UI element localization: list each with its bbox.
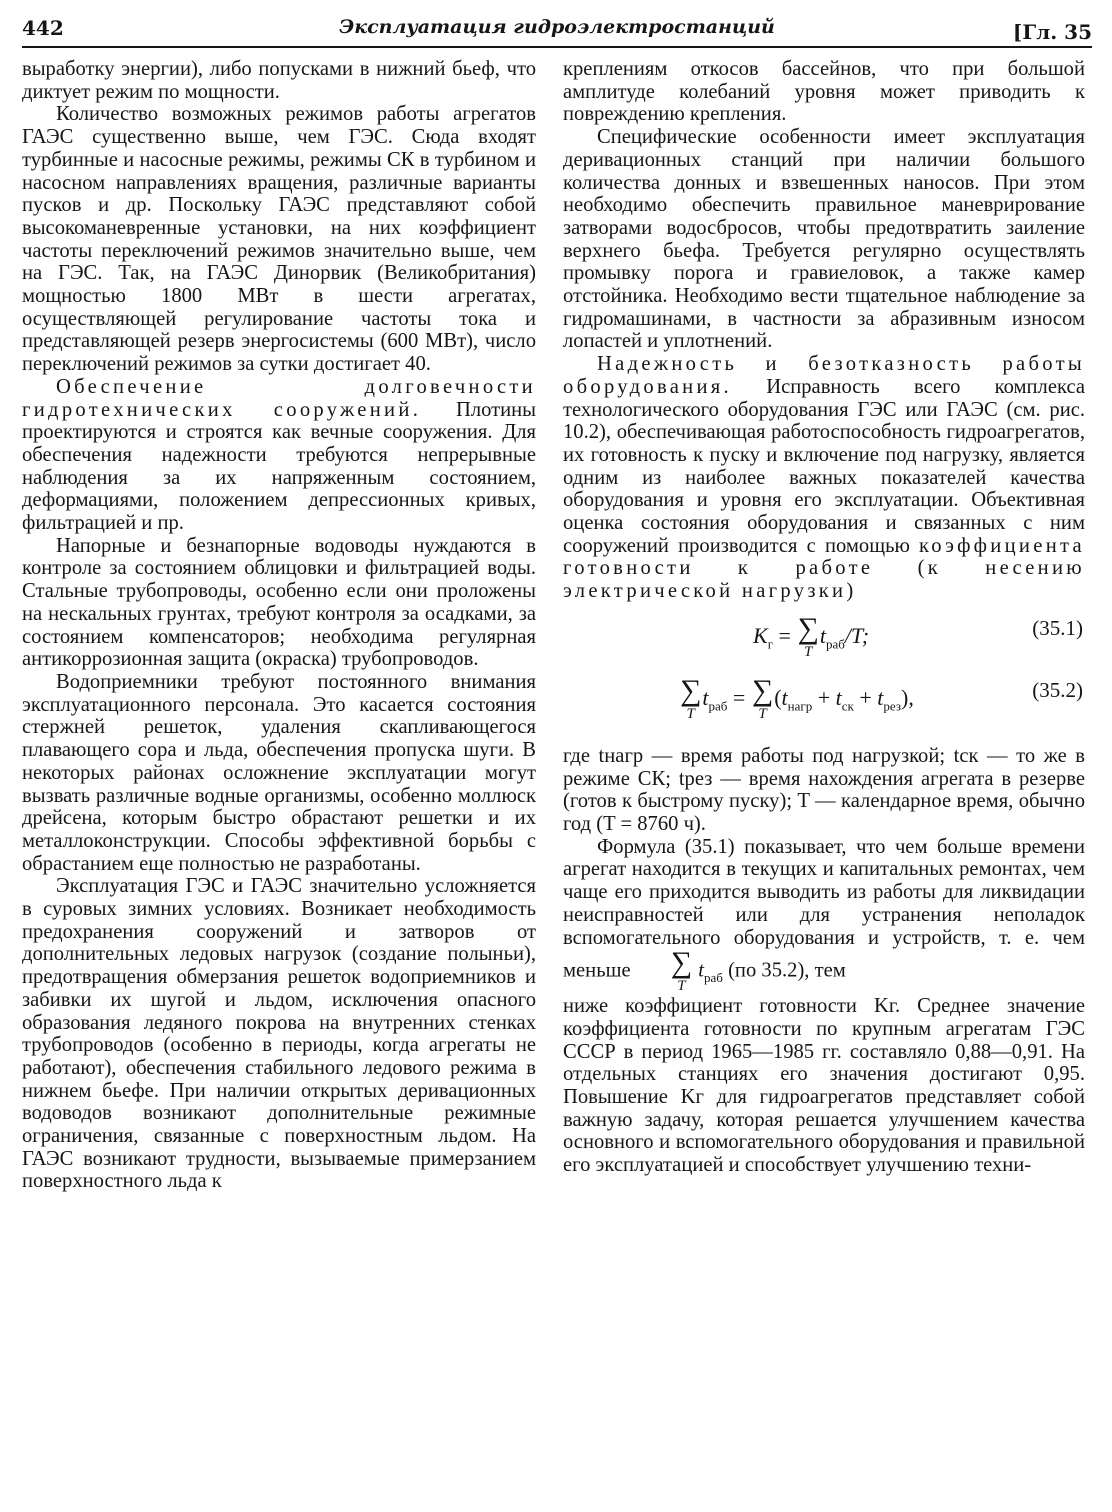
symbol: K xyxy=(753,622,768,648)
chapter-label: [Гл. 35 xyxy=(1012,20,1092,44)
paragraph-text: (по 35.2), тем xyxy=(728,959,846,982)
paragraph: Напорные и безнапорные водоводы нуждаются в контроле за состоянием облицовки и фильтрацией воды. Стальные трубопроводы, особенно если они проложены на нескальных грунтах, требуют контроля за осадками, за состоянием компенсаторов; необходима регулярная антикоррозионная защита (окраска) трубопроводов. xyxy=(22,534,536,671)
right-column xyxy=(563,58,1085,1177)
operator: + xyxy=(817,684,831,710)
formula-number: (35.1) xyxy=(1032,615,1083,640)
page-header xyxy=(22,16,1092,48)
paragraph: ниже коэффициент готовности Kг. Среднее значение коэффициента готовности по крупным агрегатам ГЭС СССР в период 1965—1985 гг. составляло 0,88—0,91. На отдельных станциях его значения достигают 0,95. Повышение Kг для гидроагрегатов представляет собой важную задачу, которая решается улучшением качества основного и вспомогательного оборудования и правильной его эксплуатацией и способствует улучшению техни- xyxy=(563,995,1085,1177)
spaced-term: коэффициента готовности к работе (к несению электрической нагрузки) xyxy=(563,534,1085,603)
spaced-heading: Обеспечение долговечности гидротехнических сооружений. xyxy=(22,375,536,421)
sum-index: T xyxy=(686,705,695,722)
symbol: t xyxy=(698,959,705,982)
paragraph: Специфические особенности имеет эксплуатация деривационных станций при наличии большого количества донных и взвешенных наносов. При этом необходимо обеспечить правильное маневрирование затворами водосбросов, чтобы предотвратить заиление верхнего бьефа. Требуется регулярно осуществлять промывку порога и гравиеловок, а также камер отстойника. Необходимо вести тщательное наблюдение за гидромашинами, в частности за абразивным износом лопастей и уплотнений. xyxy=(563,126,1085,353)
paragraph: выработку энергии), либо попусками в нижний бьеф, что диктует режим по мощности. xyxy=(22,58,536,103)
running-title: Эксплуатация гидроэлектростанций xyxy=(339,16,775,38)
subscript: раб xyxy=(708,698,728,714)
formula-expression xyxy=(753,611,870,661)
paragraph: Водоприемники требуют постоянного внимания эксплуатационного персонала. Это касается состояния стержней решеток, удаления скапливающегося плавающего сора и льда, обеспечения пропуска шуги. В некоторых районах осложнение эксплуатации могут вызвать различные водные организмы, особенно моллюск дрейсена, которым быстро обрастают решетки и их металлоконструкции. Способы эффективной борьбы с обрастанием еще полностью не разработаны. xyxy=(22,670,536,875)
symbol: /T; xyxy=(844,622,870,648)
paren: ), xyxy=(901,684,914,710)
page-number: 442 xyxy=(22,16,64,40)
paragraph: Количество возможных режимов работы агрегатов ГАЭС существенно выше, чем ГЭС. Сюда входят турбинные и насосные режимы, режимы СК в турбином и насосном направлениях вращения, различные варианты пусков и др. Поскольку ГАЭС представляют собой высокоманевренные установки, на них коэффициент частоты переключений режимов значительно выше, чем на ГЭС. Так, на ГАЭС Динорвик (Великобритания) мощностью 1800 МВт в шести агрегатах, осуществляющей регулирование частоты тока и представляющей резерв энергосистемы (600 МВт), число переключений режимов за сутки достигает 40. xyxy=(22,103,536,376)
symbol: t xyxy=(781,684,788,710)
sum-index: T xyxy=(677,978,686,995)
formula-number: (35.2) xyxy=(1032,677,1083,702)
sum-sign: ∑ T xyxy=(680,673,702,722)
formula-35-1 xyxy=(563,611,1085,669)
paragraph-text: Исправность всего комплекса технологического оборудования ГЭС или ГАЭС (см. рис. 10.2), обеспечивающая работоспособность гидроагрегатов, их готовность к пуску и включение под нагрузку, является одним из наиболее важных показателей качества оборудования и уровня его эксплуатации. Объективная оценка состояния оборудования и связанных с ним сооружений производится с помощью xyxy=(563,375,1085,557)
subscript: нагр xyxy=(787,698,813,714)
formula-expression xyxy=(679,673,914,723)
sum-sign: ∑ T xyxy=(797,611,819,660)
subscript: раб xyxy=(704,970,723,986)
operator: = xyxy=(732,684,746,710)
left-column xyxy=(22,58,536,1193)
sum-index: T xyxy=(803,643,813,660)
symbol: t xyxy=(877,684,884,710)
symbol: t xyxy=(819,622,826,648)
symbol: t xyxy=(702,684,709,710)
subscript: г xyxy=(767,636,774,652)
sum-index: T xyxy=(758,705,767,722)
operator: + xyxy=(859,684,872,710)
paragraph: Эксплуатация ГЭС и ГАЭС значительно усложняется в суровых зимних условиях. Возникает необходимость предохранения сооружений и затворов от дополнительных ледовых нагрузок (создание полыньи), предотвращения обмерзания решеток водоприемников и забивки их шугой и льдом, исключения опасного образования ледяного покрова на внутренних стенках трубопроводов (особенно в периоды, когда агрегаты не работают), обеспечения стабильного ледового режима в нижнем бьефе. При наличии открытых деривационных водоводов возникают дополнительные режимные ограничения, связанные с поверхностным льдом. На ГАЭС возникают трудности, вызываемые примерзанием поверхностного льда к xyxy=(22,875,536,1193)
subscript: рез xyxy=(883,698,901,714)
paragraph xyxy=(22,376,536,535)
formula-35-2 xyxy=(563,673,1085,745)
subscript: раб xyxy=(825,636,845,652)
sum-sign: ∑ T xyxy=(637,949,692,995)
paragraph xyxy=(563,353,1085,603)
paren: ( xyxy=(774,684,782,710)
symbol: t xyxy=(835,684,842,710)
subscript: ск xyxy=(841,698,854,714)
paragraph-text: Плотины проектируются и строятся как вечные сооружения. Для обеспечения надежности требуются непрерывные наблюдения за их напряженным состоянием, деформациями, положением депрессионных кривых, фильтрацией и пр. xyxy=(22,398,536,535)
paragraph-text: Формула (35.1) показывает, что чем больше времени агрегат находится в текущих и капитальных ремонтах, чем чаще его приходится выводить из работы для ликвидации неисправностей или для устранения неполадок вспомогательного оборудования и устройств, т. е. чем меньше xyxy=(563,835,1085,982)
operator: = xyxy=(778,622,791,648)
spaced-heading: Надежность и безотказность работы оборудования. xyxy=(563,353,1085,398)
paragraph xyxy=(563,836,1085,996)
paragraph: где tнагр — время работы под нагрузкой; tск — то же в режиме СК; tрез — время нахождения агрегата в резерве (готов к быстрому пуску); T — календарное время, обычно год (T = 8760 ч). xyxy=(563,744,1085,835)
sum-sign: ∑ T xyxy=(751,673,774,722)
paragraph: креплениям откосов бассейнов, что при большой амплитуде колебаний уровня может приводить к повреждению крепления. xyxy=(563,58,1085,126)
